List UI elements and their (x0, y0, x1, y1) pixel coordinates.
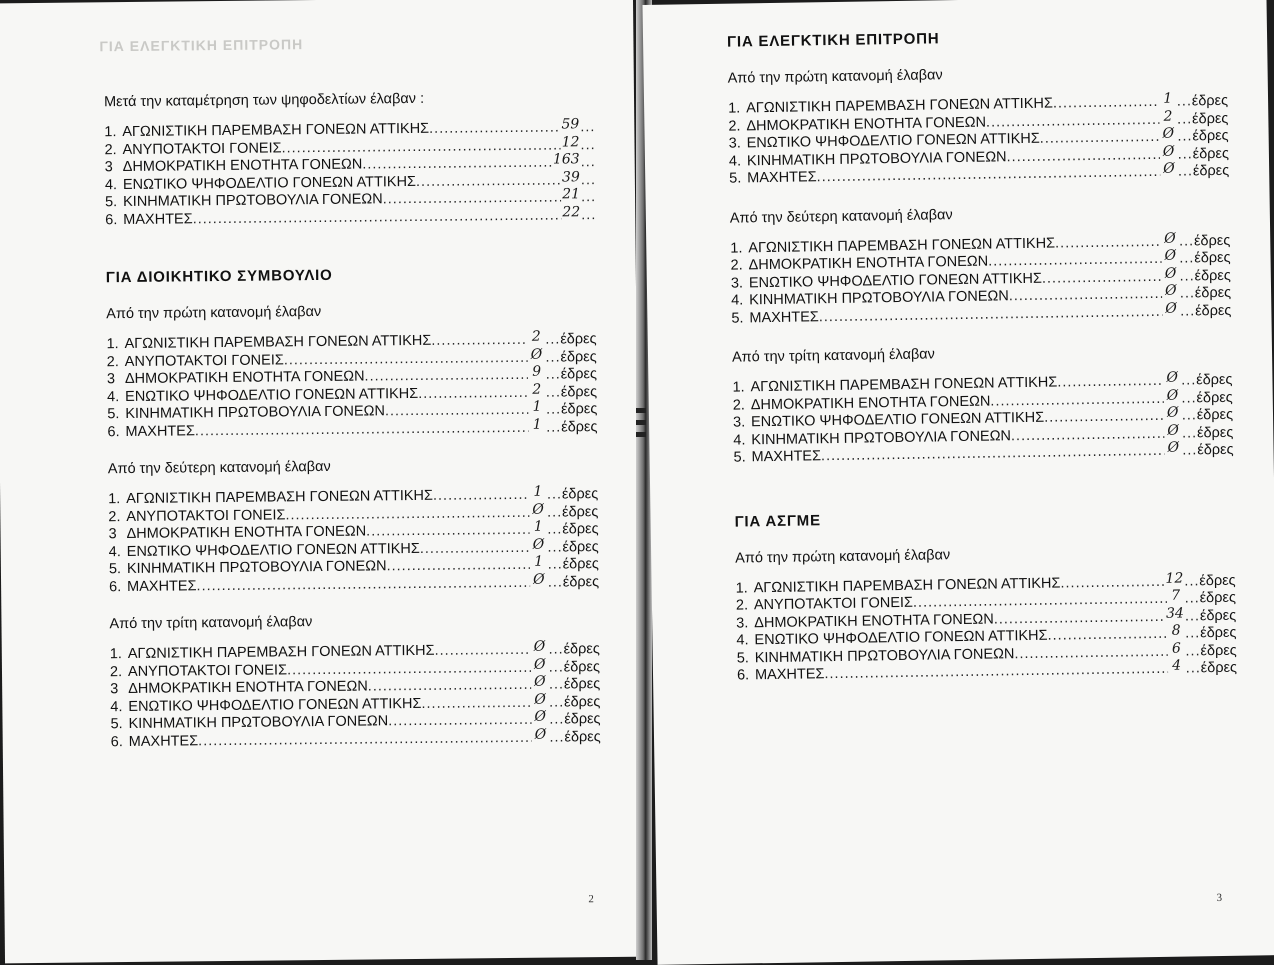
handwritten-value: 7 (1170, 587, 1181, 604)
handwritten-value: Ø (532, 571, 545, 588)
dot-leader (1186, 660, 1200, 678)
allocation-list (106, 328, 598, 441)
seats-unit: έδρες (1196, 424, 1234, 441)
dot-leader (416, 172, 561, 191)
dot-leader (1182, 425, 1196, 443)
seats-unit: έδρες (564, 693, 601, 710)
dot-leader (1055, 233, 1161, 252)
faction-name: ΔΗΜΟΚΡΑΤΙΚΗ ΕΝΟΤΗΤΑ ΓΟΝΕΩΝ (124, 368, 365, 388)
handwritten-value: Ø (1163, 160, 1175, 177)
faction-name: ΑΝΥΠΟΤΑΚΤΟΙ ΓΟΝΕΙΣ (124, 351, 284, 370)
seats-unit: έδρες (1196, 389, 1233, 406)
item-number: 3. (728, 135, 741, 152)
faction-name: ΑΓΩΝΙΣΤΙΚΗ ΠΑΡΕΜΒΑΣΗ ΓΟΝΕΩΝ ΑΤΤΙΚΗΣ (127, 642, 435, 663)
faction-name: ΑΓΩΝΙΣΤΙΚΗ ΠΑΡΕΜΒΑΣΗ ΓΟΝΕΩΝ ΑΤΤΙΚΗΣ (748, 235, 1056, 256)
dot-leader (195, 419, 529, 440)
seats-unit: έδρες (1192, 127, 1229, 145)
faction-name: ΜΑΧΗΤΕΣ (127, 577, 197, 595)
list-item (110, 726, 601, 752)
faction-name: ΜΑΧΗΤΕΣ (128, 732, 199, 750)
dot-leader (1053, 94, 1159, 113)
item-number: 3. (736, 614, 749, 632)
handwritten-value: 34 (1165, 605, 1184, 622)
ghost-heading: ΓΙΑ ΕΛΕΓΚΤΙΚΗ ΕΠΙΤΡΟΠΗ (99, 36, 304, 55)
item-number: 4. (728, 152, 742, 170)
dot-leader (581, 207, 595, 225)
item-number: 2. (104, 141, 117, 158)
handwritten-value: Ø (530, 346, 543, 363)
handwritten-value: Ø (1164, 230, 1176, 247)
dot-leader (581, 172, 595, 190)
item-number: 5. (729, 170, 742, 187)
handwritten-value: 12 (561, 133, 580, 150)
faction-name: ΕΝΩΤΙΚΟ ΨΗΦΟΔΕΛΤΙΟ ΓΟΝΕΩΝ ΑΤΤΙΚΗΣ (128, 695, 422, 715)
faction-name: ΔΗΜΟΚΡΑΤΙΚΗ ΕΝΟΤΗΤΑ ΓΟΝΕΩΝ (754, 611, 994, 631)
faction-name: ΚΙΝΗΜΑΤΙΚΗ ΠΡΩΤΟΒΟΥΛΙΑ ΓΟΝΕΩΝ (122, 191, 383, 211)
handwritten-value: 1 (532, 416, 542, 433)
seats-unit: έδρες (1199, 607, 1237, 624)
dot-leader (1177, 111, 1191, 129)
dot-leader (385, 402, 528, 421)
dot-leader (1184, 573, 1198, 591)
dot-leader (545, 349, 559, 367)
seats-unit: έδρες (562, 538, 599, 555)
seats-unit: έδρες (564, 711, 601, 728)
item-number: 4. (736, 632, 749, 649)
seats-unit: έδρες (1200, 624, 1237, 642)
handwritten-value: Ø (1162, 143, 1175, 160)
dot-leader (383, 189, 562, 208)
asgme-sections (735, 542, 1237, 685)
dot-leader (362, 155, 552, 174)
seats-unit: έδρες (560, 348, 597, 365)
faction-name: ΜΑΧΗΤΕΣ (123, 210, 193, 228)
item-number: 3 (108, 526, 117, 543)
handwritten-value: 1 (533, 483, 543, 500)
item-number: 1. (730, 239, 743, 257)
dot-leader (549, 711, 563, 729)
seats-unit: έδρες (562, 503, 599, 520)
dot-leader (193, 207, 562, 228)
handwritten-value: Ø (1166, 387, 1179, 404)
faction-name: ΚΙΝΗΜΑΤΙΚΗ ΠΡΩΤΟΒΟΥΛΙΑ ΓΟΝΕΩΝ (128, 713, 389, 733)
seats-unit: έδρες (1191, 92, 1229, 110)
binding-mark (636, 432, 646, 437)
dot-leader (1180, 303, 1194, 321)
item-number: 1. (106, 336, 119, 353)
faction-name: ΔΗΜΟΚΡΑΤΙΚΗ ΕΝΟΤΗΤΑ ΓΟΝΕΩΝ (748, 253, 989, 274)
dot-leader (1180, 285, 1194, 303)
dot-leader (421, 694, 531, 713)
item-number: 3 (106, 371, 116, 388)
faction-name: ΔΗΜΟΚΡΑΤΙΚΗ ΕΝΟΤΗΤΑ ΓΟΝΕΩΝ (746, 114, 987, 134)
dot-leader (364, 367, 527, 386)
item-number: 5. (108, 561, 122, 578)
handwritten-value: Ø (1165, 300, 1177, 317)
seats-unit: έδρες (1193, 232, 1231, 249)
handwritten-value: Ø (1164, 265, 1177, 282)
seats-unit: έδρες (1194, 249, 1231, 267)
item-number: 2. (106, 353, 119, 370)
seats-unit: έδρες (1199, 572, 1236, 589)
handwritten-value: 22 (562, 203, 581, 220)
allocation-title: Από την δεύτερη κατανομή έλαβαν (729, 206, 953, 227)
allocation-list (730, 232, 1231, 327)
dot-leader (420, 539, 530, 558)
faction-name: ΕΝΩΤΙΚΟ ΨΗΦΟΔΕΛΤΙΟ ΓΟΝΕΩΝ ΑΤΤΙΚΗΣ (122, 173, 417, 193)
seats-unit: έδρες (563, 658, 601, 675)
dot-leader (1040, 129, 1160, 148)
faction-name: ΑΓΩΝΙΣΤΙΚΗ ΠΑΡΕΜΒΑΣΗ ΓΟΝΕΩΝ ΑΤΤΙΚΗΣ (746, 95, 1054, 117)
binding-mark (636, 408, 646, 413)
seats-unit: έδρες (1194, 267, 1231, 284)
item-number: 1. (108, 491, 121, 508)
page-number: 2 (588, 893, 594, 906)
faction-name: ΑΓΩΝΙΣΤΙΚΗ ΠΑΡΕΜΒΑΣΗ ΓΟΝΕΩΝ ΑΤΤΙΚΗΣ (753, 574, 1061, 596)
item-number: 3 (104, 159, 113, 176)
allocation-list (109, 638, 601, 751)
item-number: 6. (110, 733, 123, 750)
item-number: 2. (732, 396, 746, 414)
item-number: 1. (728, 100, 741, 117)
dot-leader (545, 331, 559, 349)
item-number: 4. (731, 292, 744, 309)
handwritten-value: Ø (533, 656, 546, 673)
faction-name: ΑΝΥΠΟΤΑΚΤΟΙ ΓΟΝΕΙΣ (127, 661, 288, 680)
dot-leader (1042, 268, 1162, 287)
dot-leader (581, 154, 595, 172)
dot-leader (546, 401, 560, 419)
dot-leader (580, 119, 594, 137)
seats-unit: έδρες (561, 418, 598, 435)
dot-leader (549, 694, 563, 712)
faction-name: ΜΑΧΗΤΕΣ (751, 448, 822, 466)
handwritten-value: Ø (1166, 369, 1179, 386)
faction-name: ΕΝΩΤΙΚΟ ΨΗΦΟΔΕΛΤΙΟ ΓΟΝΕΩΝ ΑΤΤΙΚΗΣ (746, 130, 1040, 152)
dot-leader (547, 539, 561, 557)
seats-unit: έδρες (1192, 162, 1230, 180)
dot-leader (434, 642, 530, 661)
handwritten-value: 9 (532, 363, 542, 380)
faction-name: ΚΙΝΗΜΑΤΙΚΗ ΠΡΩΤΟΒΟΥΛΙΑ ΓΟΝΕΩΝ (754, 645, 1015, 666)
handwritten-value: 1 (532, 398, 542, 415)
item-number: 6. (109, 578, 122, 595)
allocation-title: Από την πρώτη κατανομή έλαβαν (727, 67, 943, 87)
item-number: 3. (730, 274, 744, 292)
item-number: 6. (105, 211, 118, 228)
faction-name: ΔΗΜΟΚΡΑΤΙΚΗ ΕΝΟΤΗΤΑ ΓΟΝΕΩΝ (128, 678, 368, 698)
seats-unit: έδρες (562, 521, 599, 538)
dot-leader (546, 419, 560, 437)
dot-leader (546, 366, 560, 384)
handwritten-value: Ø (1166, 404, 1179, 421)
item-number: 5. (731, 309, 744, 327)
seats-unit: έδρες (1194, 284, 1232, 302)
handwritten-value: Ø (532, 536, 545, 553)
item-number: 6. (736, 667, 750, 684)
allocation-section (106, 301, 597, 441)
allocation-list (728, 90, 1230, 188)
handwritten-value: 2 (531, 328, 541, 345)
handwritten-value: 163 (552, 151, 580, 168)
dot-leader (1178, 163, 1192, 181)
item-number: 4. (733, 431, 746, 449)
list-item (107, 416, 598, 442)
dot-leader (549, 676, 563, 694)
faction-name: ΑΝΥΠΟΤΑΚΤΟΙ ΓΟΝΕΙΣ (126, 506, 286, 525)
page-number: 3 (1216, 891, 1223, 905)
dot-leader (198, 729, 532, 750)
count-intro: Μετά την καταμέτρηση των ψηφοδελτίων έλαβαν : (103, 90, 425, 111)
allocation-section (109, 611, 600, 751)
faction-name: ΚΙΝΗΜΑΤΙΚΗ ΠΡΩΤΟΒΟΥΛΙΑ ΓΟΝΕΩΝ (125, 403, 386, 423)
dot-leader (429, 119, 561, 138)
seats-unit: έδρες (560, 401, 598, 418)
seats-unit: έδρες (1196, 371, 1233, 389)
dot-leader (547, 486, 561, 504)
allocation-section (728, 63, 1230, 188)
item-number: 2. (730, 257, 743, 274)
faction-name: ΜΑΧΗΤΕΣ (754, 666, 825, 684)
audit-sections (728, 63, 1234, 467)
handwritten-value: Ø (534, 726, 547, 743)
dot-leader (418, 384, 528, 403)
dot-leader (431, 332, 527, 351)
seats-unit: έδρες (1197, 441, 1234, 459)
handwritten-value: 2 (532, 381, 542, 398)
item-number: 2. (735, 597, 749, 614)
dot-leader (1182, 407, 1196, 425)
handwritten-value: Ø (533, 638, 546, 655)
handwritten-value: Ø (1164, 247, 1177, 264)
handwritten-value: Ø (534, 691, 546, 708)
dot-leader (581, 189, 595, 207)
allocation-title: Από την τρίτη κατανομή έλαβαν (731, 346, 935, 366)
dot-leader (1182, 442, 1196, 460)
dot-leader (580, 137, 594, 155)
audit-heading: ΓΙΑ ΕΛΕΓΚΤΙΚΗ ΕΠΙΤΡΟΠΗ (726, 30, 940, 51)
handwritten-value: Ø (1162, 125, 1175, 142)
faction-name: ΑΓΩΝΙΣΤΙΚΗ ΠΑΡΕΜΒΑΣΗ ΓΟΝΕΩΝ ΑΤΤΙΚΗΣ (122, 120, 430, 141)
dot-leader (1179, 268, 1193, 286)
seats-unit: έδρες (1199, 589, 1237, 607)
dot-leader (1057, 373, 1163, 392)
dot-leader (196, 574, 530, 595)
dot-leader (549, 659, 563, 677)
allocation-list (736, 572, 1238, 685)
handwritten-value: 6 (1171, 640, 1181, 657)
dot-leader (388, 712, 531, 731)
dot-leader (1178, 146, 1192, 164)
item-number: 6. (107, 423, 120, 440)
board-heading: ΓΙΑ ΔΙΟΙΚΗΤΙΚΟ ΣΥΜΒΟΥΛΙΟ (105, 266, 333, 287)
faction-name: ΚΙΝΗΜΑΤΙΚΗ ΠΡΩΤΟΒΟΥΛΙΑ ΓΟΝΕΩΝ (746, 148, 1007, 169)
item-number: 3 (110, 681, 119, 698)
item-number: 5. (736, 649, 749, 667)
board-sections (106, 301, 601, 751)
faction-name: ΚΙΝΗΜΑΤΙΚΗ ΠΡΩΤΟΒΟΥΛΙΑ ΓΟΝΕΩΝ (751, 427, 1012, 448)
dot-leader (546, 384, 560, 402)
handwritten-value: 1 (533, 518, 543, 535)
faction-name: ΑΓΩΝΙΣΤΙΚΗ ΠΑΡΕΜΒΑΣΗ ΓΟΝΕΩΝ ΑΤΤΙΚΗΣ (124, 332, 432, 353)
faction-name: ΚΙΝΗΜΑΤΙΚΗ ΠΡΩΤΟΒΟΥΛΙΑ ΓΟΝΕΩΝ (126, 558, 387, 578)
handwritten-value: Ø (1167, 422, 1179, 439)
item-number: 1. (104, 124, 117, 141)
list-item (109, 571, 600, 597)
item-number: 5. (107, 406, 120, 423)
allocation-list (732, 369, 1234, 467)
dot-leader (1185, 625, 1199, 643)
seats-unit: έδρες (563, 676, 601, 693)
dot-leader (548, 574, 562, 592)
seats-unit: έδρες (561, 486, 599, 503)
handwritten-value: Ø (1164, 282, 1177, 299)
dot-leader (1181, 390, 1195, 408)
seats-unit: έδρες (560, 331, 597, 348)
dot-leader (1179, 250, 1193, 268)
faction-name: ΑΝΥΠΟΤΑΚΤΟΙ ΓΟΝΕΙΣ (753, 594, 914, 614)
item-number: 5. (104, 194, 118, 211)
faction-name: ΔΗΜΟΚΡΑΤΙΚΗ ΕΝΟΤΗΤΑ ΓΟΝΕΩΝ (750, 393, 991, 413)
dot-leader (1181, 372, 1195, 390)
allocation-list (108, 483, 600, 596)
item-number: 5. (733, 449, 746, 466)
handwritten-value: 39 (561, 168, 580, 185)
seats-unit: έδρες (560, 366, 597, 383)
handwritten-value: 4 (1172, 657, 1182, 674)
seats-unit: έδρες (1200, 659, 1238, 677)
list-item (105, 203, 595, 230)
faction-name: ΑΓΩΝΙΣΤΙΚΗ ΠΑΡΕΜΒΑΣΗ ΓΟΝΕΩΝ ΑΤΤΙΚΗΣ (126, 487, 434, 508)
faction-name: ΚΙΝΗΜΑΤΙΚΗ ΠΡΩΤΟΒΟΥΛΙΑ ΓΟΝΕΩΝ (749, 288, 1009, 309)
faction-name: ΜΑΧΗΤΕΣ (747, 169, 817, 187)
handwritten-value: 2 (1163, 108, 1173, 125)
handwritten-value: 1 (1163, 90, 1173, 107)
dot-leader (1185, 608, 1199, 626)
seats-unit: έδρες (560, 383, 598, 400)
dot-leader (1044, 408, 1164, 427)
allocation-title: Από την πρώτη κατανομή έλαβαν (735, 546, 951, 567)
faction-name: ΜΑΧΗΤΕΣ (749, 308, 819, 326)
handwritten-value: Ø (534, 673, 546, 690)
item-number: 2. (728, 117, 741, 135)
item-number: 2. (109, 663, 123, 680)
seats-unit: έδρες (564, 728, 601, 745)
allocation-title: Από την πρώτη κατανομή έλαβαν (106, 303, 322, 323)
seats-unit: έδρες (1196, 406, 1234, 424)
handwritten-value: 59 (561, 116, 580, 133)
handwritten-value: 1 (534, 553, 544, 570)
faction-name: ΜΑΧΗΤΕΣ (125, 422, 195, 440)
handwritten-value: Ø (532, 501, 544, 518)
faction-name: ΔΗΜΟΚΡΑΤΙΚΗ ΕΝΟΤΗΤΑ ΓΟΝΕΩΝ (122, 156, 363, 176)
faction-name: ΑΓΩΝΙΣΤΙΚΗ ΠΑΡΕΜΒΑΣΗ ΓΟΝΕΩΝ ΑΤΤΙΚΗΣ (750, 374, 1058, 396)
item-number: 4. (110, 698, 123, 715)
seats-unit: έδρες (562, 573, 600, 590)
vote-count-list (104, 116, 595, 229)
dot-leader (1177, 93, 1191, 111)
dot-leader (1185, 643, 1199, 661)
item-number: 2. (108, 508, 121, 525)
faction-name: ΑΝΥΠΟΤΑΚΤΟΙ ΓΟΝΕΙΣ (122, 139, 282, 158)
dot-leader (547, 521, 561, 539)
allocation-title: Από την τρίτη κατανομή έλαβαν (109, 614, 313, 633)
dot-leader (1060, 573, 1164, 592)
handwritten-value: 8 (1171, 622, 1181, 639)
faction-name: ΕΝΩΤΙΚΟ ΨΗΦΟΔΕΛΤΙΟ ΓΟΝΕΩΝ ΑΤΤΙΚΗΣ (754, 627, 1048, 649)
allocation-section (735, 542, 1237, 685)
item-number: 4. (107, 388, 120, 405)
dot-leader (548, 556, 562, 574)
handwritten-value: Ø (1167, 439, 1180, 456)
faction-name: ΕΝΩΤΙΚΟ ΨΗΦΟΔΕΛΤΙΟ ΓΟΝΕΩΝ ΑΤΤΙΚΗΣ (126, 540, 420, 560)
faction-name: ΕΝΩΤΙΚΟ ΨΗΦΟΔΕΛΤΙΟ ΓΟΝΕΩΝ ΑΤΤΙΚΗΣ (750, 409, 1045, 431)
item-number: 3. (732, 414, 746, 431)
dot-leader (366, 522, 529, 541)
allocation-section (730, 202, 1232, 327)
right-page (642, 0, 1274, 965)
dot-leader (386, 557, 529, 576)
item-number: 5. (110, 716, 123, 733)
dot-leader (547, 504, 561, 522)
dot-leader (1177, 128, 1191, 146)
faction-name: ΕΝΩΤΙΚΟ ΨΗΦΟΔΕΛΤΙΟ ΓΟΝΕΩΝ ΑΤΤΙΚΗΣ (125, 385, 419, 405)
allocation-title: Από την δεύτερη κατανομή έλαβαν (107, 458, 331, 478)
allocation-section (108, 456, 599, 596)
faction-name: ΕΝΩΤΙΚΟ ΨΗΦΟΔΕΛΤΙΟ ΓΟΝΕΩΝ ΑΤΤΙΚΗΣ (748, 270, 1043, 291)
seats-unit: έδρες (1192, 145, 1230, 162)
asgme-heading: ΓΙΑ ΑΣΓΜΕ (734, 511, 821, 531)
seats-unit: έδρες (1200, 642, 1237, 659)
handwritten-value: Ø (534, 708, 547, 725)
dot-leader (368, 677, 531, 696)
item-number: 4. (104, 176, 118, 193)
dot-leader (549, 729, 563, 747)
dot-leader (1047, 626, 1167, 645)
item-number: 1. (735, 579, 748, 597)
dot-leader (433, 487, 529, 506)
allocation-section (732, 342, 1234, 467)
item-number: 1. (109, 646, 122, 663)
dot-leader (1179, 233, 1193, 251)
dot-leader (548, 641, 562, 659)
dot-leader (1185, 590, 1199, 608)
binding-mark (636, 420, 646, 425)
handwritten-value: 12 (1165, 570, 1184, 587)
faction-name: ΔΗΜΟΚΡΑΤΙΚΗ ΕΝΟΤΗΤΑ ΓΟΝΕΩΝ (126, 523, 367, 543)
handwritten-value: 21 (562, 186, 581, 203)
item-number: 1. (732, 379, 745, 396)
item-number: 4. (108, 543, 121, 560)
seats-unit: έδρες (1191, 110, 1229, 127)
seats-unit: έδρες (562, 556, 599, 573)
seats-unit: έδρες (1194, 302, 1232, 319)
seats-unit: έδρες (563, 641, 600, 658)
